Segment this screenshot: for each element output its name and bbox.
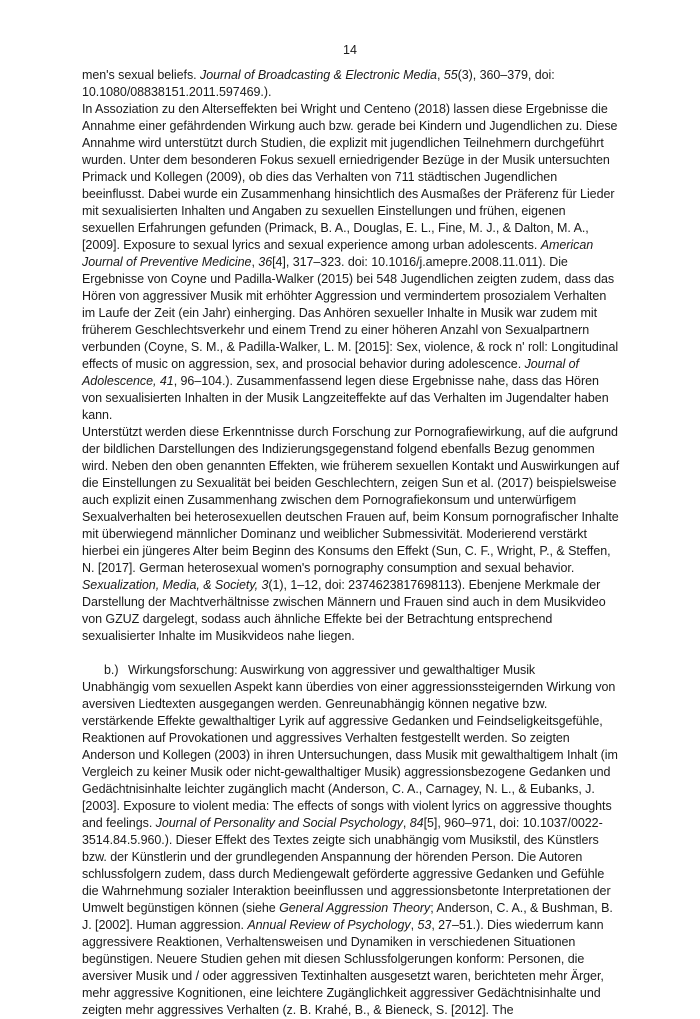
text-run: ,: [410, 918, 418, 932]
italic-text-run: 36: [258, 255, 273, 269]
italic-text-run: General Aggression Theory: [279, 901, 431, 915]
italic-text-run: Journal of Broadcasting & Electronic Media: [200, 68, 437, 82]
document-body: [82, 67, 620, 1019]
italic-text-run: 55: [443, 68, 458, 82]
section-heading: [82, 662, 620, 679]
paragraph-aggression-research: [82, 679, 620, 1019]
text-run: ,: [251, 255, 259, 269]
paragraph-reference-continuation: [82, 67, 620, 101]
italic-text-run: Sexualization, Media, & Society, 3: [82, 578, 269, 592]
paragraph-spacer: [82, 645, 620, 662]
text-run: Unabhängig vom sexuellen Aspekt kann überdies von einer aggressionssteigernden Wirkung von aversiven Liedtexten ausgegangen werden. Genreunabhängig können negative bzw. verstärkende Effekte gewalthaltiger Lyrik auf aggressive Gedanken und Feindseligkeitsgefühle, Reaktionen auf Provokationen und aggressives Verhalten festgestellt werden. So zeigten Anderson und Kollegen (2003) in ihren Untersuchungen, dass Musik mit gewalthaltigem Inhalt (im Vergleich zu keiner Musik oder nicht-gewalthaltiger Musik) aggressionsbezogene Gedanken und Gedächtnisinhalte leichter zugänglich macht (Anderson, C. A., Carnagey, N. L., & Eubanks, J. [2003]. Exposure to violent media: The effects of songs with violent lyrics on aggressive thoughts and feelings.: [82, 680, 618, 830]
italic-text-run: Journal of Adolescence, 41: [82, 357, 579, 388]
paragraph-age-effects: [82, 101, 620, 424]
text-run: (3), 360–379, doi: 10.1080/08838151.2011.597469.).: [82, 68, 555, 99]
page-number: 14: [343, 43, 357, 57]
section-heading-marker: b.): [104, 663, 119, 677]
text-run: Unterstützt werden diese Erkenntnisse durch Forschung zur Pornografiewirkung, auf die aufgrund der bildlichen Darstellungen des Indizierungsgegenstand folgend ebenfalls Bezug genommen wird. Neben den oben genannten Effekten, wie früherem sexuellen Kontakt und Auswirkungen auf die Einstellungen zu Sexualität bei beiden Geschlechtern, zeigen Sun et al. (2017) beispielsweise auch explizit einen Zusammenhang zwischen dem Pornografiekonsum und unterwürfigem Sexualverhalten bei heterosexuellen deutschen Frauen auf, beim Konsum pornografischer Inhalte mit überwiegend männlicher Dominanz und weiblicher Submessivität. Moderierend verstärkt hierbei ein jüngeres Alter beim Beginn des Konsums den Effekt (Sun, C. F., Wright, P., & Steffen, N. [2017]. German heterosexual women's pornography consumption and sexual behavior.: [82, 425, 620, 575]
paragraph-pornography-research: [82, 424, 620, 645]
italic-text-run: Annual Review of Psychology: [247, 918, 411, 932]
text-run: In Assoziation zu den Alterseffekten bei Wright und Centeno (2018) lassen diese Ergebnisse die Annahme einer gefährdenden Wirkung auch bzw. gerade bei Kindern und Jugendlichen zu. Diese Annahme wird unterstützt durch Studien, die explizit mit jugendlichen Teilnehmern durchgeführt wurden. Unter dem besonderen Fokus sexuell erniedrigender Bezüge in der Musik untersuchten Primack und Kollegen (2009), ob dies das Verhalten von 711 städtischen Jugendlichen beeinflusst. Dabei wurde ein Zusammenhang hinsichtlich des Ausmaßes der Präferenz für Lieder mit sexualisierten Inhalten und Angaben zu sexuellen Einstellungen und frühen, eigenen sexuellen Erfahrungen gefunden (Primack, B. A., Douglas, E. L., Fine, M. J., & Dalton, M. A., [2009]. Exposure to sexual lyrics and sexual experience among urban adolescents.: [82, 102, 618, 252]
text-run: [4], 317–323. doi: 10.1016/j.amepre.2008.11.011). Die Ergebnisse von Coyne und Padilla-Walker (2015) bei 548 Jugendlichen zeigten zudem, dass das Hören von aggressiver Musik mit erhöhter Aggression und vermindertem prosozialem Verhalten im Laufe der Zeit (ein Jahr) einherging. Das Anhören sexueller Inhalte in Musik war zudem mit früherem Geschlechtsverkehr und einem Trend zu einer höheren Anzahl von Sexualpartnern verbunden (Coyne, S. M., & Padilla-Walker, L. M. [2015]: Sex, violence, & rock n' roll: Longitudinal effects of music on aggression, sex, and prosocial behavior during adolescence.: [82, 255, 619, 371]
text-run: (1), 1–12, doi: 2374623817698113). Ebenjene Merkmale der Darstellung der Machtverhältnisse zwischen Männern und Frauen sind auch in dem Musikvideo von GZUZ dargelegt, sodass auch ähnliche Effekte bei der Betrachtung entsprechend sexualisierter Inhalte im Musikvideos nahe liegen.: [82, 578, 606, 643]
text-run: ,: [402, 816, 410, 830]
text-run: ,: [436, 68, 444, 82]
text-run: , 27–51.). Dies wiederrum kann aggressivere Reaktionen, Verhaltensweisen und Dynamiken in verschiedenen Situationen begünstigen. Neuere Studien gehen mit diesen Schlussfolgerungen konform: Personen, die aversiver Musik und / oder aggressiven Textinhalten ausgesetzt waren, berichteten mehr Ärger, mehr aggressive Kognitionen, eine leichtere Zugänglichkeit aggressiver Gedächtnisinhalte und zeigten mehr aggressives Verhalten (z. B. Krahé, B., & Bieneck, S. [2012]. The: [82, 918, 604, 1017]
italic-text-run: 53: [417, 918, 432, 932]
italic-text-run: 84: [409, 816, 424, 830]
italic-text-run: American Journal of Preventive Medicine: [82, 238, 594, 269]
text-run: ; Anderson, C. A., & Bushman, B. J. [2002]. Human aggression.: [82, 901, 613, 932]
section-heading-text: Wirkungsforschung: Auswirkung von aggressiver und gewalthaltiger Musik: [128, 663, 536, 677]
text-run: [5], 960–971, doi: 10.1037/0022-3514.84.5.960.). Dieser Effekt des Textes zeigte sich unabhängig vom Musikstil, des Künstlers bzw. der Künstlerin und der grundlegenden Anspannung der hörenden Person. Die Autoren schlussfolgern zudem, dass durch Mediengewalt geförderte aggressive Gedanken und Gefühle die Wahrnehmung sozialer Interaktion beeinflussen und aggressionsbetonte Interpretationen der Umwelt begünstigen können (siehe: [82, 816, 611, 915]
italic-text-run: Journal of Personality and Social Psychology: [155, 816, 403, 830]
text-run: , 96–104.). Zusammenfassend legen diese Ergebnisse nahe, dass das Hören von sexualisierten Inhalten in der Musik Langzeiteffekte auf das Verhalten im Jugendalter haben kann.: [82, 374, 609, 422]
text-run: men's sexual beliefs.: [82, 68, 201, 82]
